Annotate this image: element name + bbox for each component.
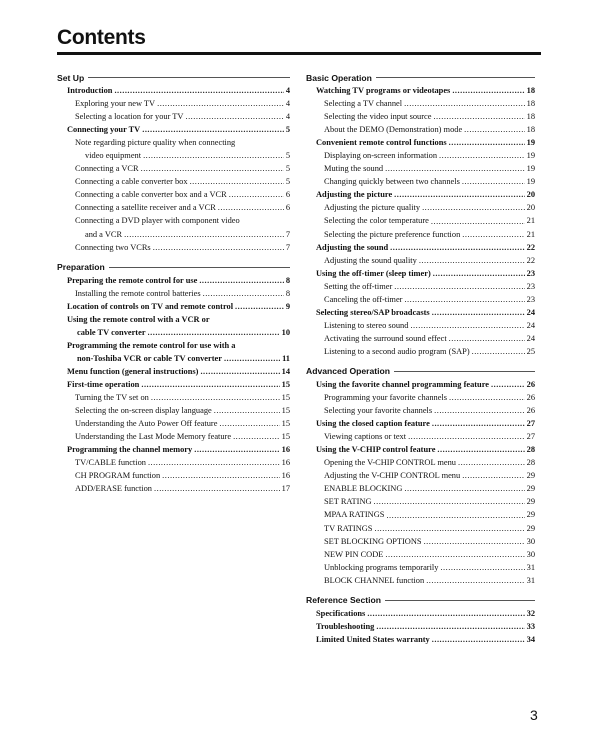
toc-entry[interactable] (306, 175, 535, 188)
dot-leader (376, 620, 524, 633)
dot-leader (432, 633, 525, 646)
toc-entry-title: CH PROGRAM function (75, 471, 161, 481)
toc-entry-title: NEW PIN CODE (324, 549, 384, 559)
dot-leader (153, 241, 284, 254)
section-rule (109, 267, 290, 268)
toc-entry-page: 15 (281, 379, 290, 389)
toc-entry-page: 5 (285, 151, 290, 161)
toc-entry-page: 7 (285, 242, 290, 252)
toc-entry[interactable] (306, 162, 535, 175)
dot-leader (452, 84, 524, 97)
toc-entry-title: Convenient remote control functions (316, 138, 447, 148)
toc-entry[interactable] (57, 469, 290, 482)
dot-leader (224, 352, 280, 365)
dot-leader (214, 404, 280, 417)
toc-entry[interactable] (306, 280, 535, 293)
toc-entry-title: video equipment (85, 151, 142, 161)
dot-leader (386, 509, 524, 522)
toc-entry-page: 20 (526, 190, 535, 200)
toc-entry[interactable] (57, 175, 290, 188)
toc-entry-page: 30 (526, 536, 535, 546)
toc-entry-page: 5 (285, 177, 290, 187)
section-heading (57, 71, 290, 84)
dot-leader (434, 404, 524, 417)
toc-entry-page: 29 (526, 497, 535, 507)
dot-leader (143, 149, 284, 162)
toc-entry[interactable] (57, 456, 290, 469)
toc-entry-page: 7 (285, 229, 290, 239)
dot-leader (385, 162, 525, 175)
dot-leader (433, 267, 525, 280)
toc-entry-page: 16 (281, 445, 290, 455)
toc-entry-page: 15 (281, 432, 290, 442)
toc-entry[interactable] (57, 241, 290, 254)
toc-entry-title: Connecting a satellite receiver and a VCR (75, 203, 216, 213)
toc-entry[interactable] (306, 267, 535, 280)
toc-entry[interactable] (306, 149, 535, 162)
toc-entry[interactable] (306, 522, 535, 535)
dot-leader (433, 110, 524, 123)
section-rule (376, 77, 535, 78)
section-heading-text: Advanced Operation (306, 366, 391, 377)
toc-entry-title: Adjusting the sound quality (324, 255, 417, 265)
toc-entry-title: Muting the sound (324, 164, 384, 174)
toc-entry-title: Setting the off-timer (324, 281, 393, 291)
toc-entry-page: 18 (526, 86, 535, 95)
toc-entry-title: Connecting a cable converter box and a VCR (75, 190, 227, 200)
toc-entry[interactable] (306, 241, 535, 254)
toc-entry-page: 15 (281, 406, 290, 416)
dot-leader (464, 123, 524, 136)
toc-entry[interactable] (57, 274, 290, 287)
toc-entry-title: Selecting the picture preference function (324, 229, 461, 239)
toc-entry-page: 33 (526, 621, 535, 631)
toc-entry[interactable] (57, 417, 290, 430)
section-rule (385, 600, 535, 601)
dot-leader (449, 332, 525, 345)
toc-entry-page: 27 (526, 419, 535, 429)
section-heading (306, 365, 535, 378)
dot-leader (142, 123, 284, 136)
toc-entry[interactable] (57, 123, 290, 136)
toc-entry[interactable] (306, 482, 535, 495)
toc-entry-title: Connecting a VCR (75, 164, 139, 174)
dot-leader (154, 482, 280, 495)
dot-leader (218, 201, 284, 214)
toc-entry-page: 8 (285, 275, 290, 285)
toc-entry-title: Adjusting the picture quality (324, 203, 421, 213)
dot-leader (440, 561, 524, 574)
toc-entry[interactable] (306, 495, 535, 508)
toc-entry-page: 8 (285, 288, 290, 298)
toc-entry[interactable] (57, 228, 290, 241)
toc-section (306, 71, 535, 358)
toc-entry-title: Selecting a location for your TV (75, 112, 184, 122)
toc-entry-page: 34 (526, 634, 535, 644)
dot-leader (185, 110, 283, 123)
toc-entry-title: Selecting stereo/SAP broadcasts (316, 307, 430, 317)
section-rule (394, 371, 535, 372)
dot-leader (424, 535, 525, 548)
dot-leader (200, 365, 279, 378)
dot-leader (199, 274, 283, 287)
toc-entry-page: 4 (285, 112, 290, 122)
dot-leader (422, 201, 525, 214)
toc-entry-title: Viewing captions or text (324, 432, 407, 442)
toc-entry-page: 18 (526, 112, 535, 122)
dot-leader (190, 175, 284, 188)
toc-entry-title: Using the favorite channel programming feature (316, 379, 489, 389)
dot-leader (410, 319, 524, 332)
toc-entry-page: 18 (526, 125, 535, 135)
toc-entry-page: 26 (526, 406, 535, 416)
toc-entry[interactable] (57, 162, 290, 175)
toc-entry-title: BLOCK CHANNEL function (324, 575, 425, 585)
dot-leader (141, 378, 279, 391)
toc-entry-title: Adjusting the V-CHIP CONTROL menu (324, 471, 461, 481)
toc-entry-title: Listening to a second audio program (SAP) (324, 346, 470, 356)
toc-entry[interactable] (57, 188, 290, 201)
toc-entry-title: First-time operation (67, 379, 140, 389)
toc-entry-page: 19 (526, 151, 535, 161)
toc-entry-title: Troubleshooting (316, 621, 375, 631)
title-rule (57, 52, 541, 55)
toc-entry-page: 27 (526, 432, 535, 442)
toc-entry[interactable] (57, 391, 290, 404)
toc-entry[interactable] (306, 123, 535, 136)
toc-entry-title: Limited United States warranty (316, 634, 430, 644)
toc-entry-title: Understanding the Last Mode Memory feature (75, 432, 232, 442)
toc-entry[interactable] (306, 469, 535, 482)
toc-entry-first-line: Connecting a DVD player with component video (75, 216, 240, 226)
dot-leader (404, 97, 525, 110)
toc-entry-page: 16 (281, 471, 290, 481)
dot-leader (157, 97, 284, 110)
toc-entry-title: Connecting a cable converter box (75, 177, 188, 187)
toc-entry-title: SET BLOCKING OPTIONS (324, 536, 422, 546)
dot-leader (390, 241, 524, 254)
toc-entry-title: Displaying on-screen information (324, 151, 438, 161)
dot-leader (449, 391, 525, 404)
toc-entry-page: 19 (526, 164, 535, 174)
toc-entry-first-line: Using the remote control with a VCR or (67, 314, 210, 324)
toc-entry-page: 4 (285, 86, 290, 95)
toc-entry-title: Listening to stereo sound (324, 320, 409, 330)
toc-entry-page: 17 (281, 484, 290, 494)
toc-entry-title: Selecting the on-screen display language (75, 406, 212, 416)
toc-entry-page: 24 (526, 320, 535, 330)
dot-leader (431, 215, 525, 228)
toc-entry[interactable] (57, 404, 290, 417)
dot-leader (472, 345, 525, 358)
dot-leader (385, 548, 524, 561)
dot-leader (367, 607, 524, 620)
toc-entry[interactable] (57, 97, 290, 110)
toc-entry-page: 29 (526, 484, 535, 494)
toc-entry-page: 18 (526, 99, 535, 109)
toc-entry-page: 9 (285, 301, 290, 311)
dot-leader (404, 482, 524, 495)
dot-leader (462, 228, 524, 241)
toc-entry-title: Adjusting the sound (316, 242, 389, 252)
dot-leader (419, 254, 525, 267)
toc-entry-page: 23 (526, 294, 535, 304)
dot-leader (194, 443, 279, 456)
toc-entry[interactable] (306, 293, 535, 306)
toc-entry-page: 15 (281, 419, 290, 429)
section-heading-text: Reference Section (306, 595, 381, 606)
dot-leader (462, 469, 524, 482)
dot-leader (449, 136, 525, 149)
toc-entry-title: Selecting a TV channel (324, 99, 403, 109)
toc-entry[interactable] (57, 110, 290, 123)
toc-entry-title: Programming your favorite channels (324, 393, 448, 403)
toc-entry[interactable] (306, 228, 535, 241)
toc-entry-title: Using the off-timer (sleep timer) (316, 268, 431, 278)
left-column (57, 71, 290, 502)
toc-entry-title: Opening the V-CHIP CONTROL menu (324, 458, 456, 468)
toc-entry[interactable] (306, 633, 535, 646)
toc-entry[interactable] (57, 443, 290, 456)
toc-entry[interactable] (57, 430, 290, 443)
toc-entry-page: 25 (526, 346, 535, 356)
toc-entry-page: 31 (526, 562, 535, 572)
toc-entry-page: 24 (526, 307, 535, 317)
toc-entry-page: 28 (526, 458, 535, 468)
toc-entry-title: Exploring your new TV (75, 99, 156, 109)
toc-entry-page: 4 (285, 99, 290, 109)
dot-leader (148, 456, 280, 469)
toc-entry[interactable] (306, 430, 535, 443)
toc-entry-page: 5 (285, 125, 290, 135)
toc-entry-page: 6 (285, 203, 290, 213)
toc-entry[interactable] (306, 443, 535, 456)
dot-leader (439, 149, 525, 162)
section-heading-text: Preparation (57, 262, 105, 273)
toc-entry[interactable] (57, 287, 290, 300)
toc-entry-title: Changing quickly between two channels (324, 177, 460, 187)
dot-leader (148, 326, 280, 339)
toc-entry-title: ADD/ERASE function (75, 484, 152, 494)
dot-leader (394, 280, 524, 293)
dot-leader (432, 306, 525, 319)
toc-entry-page: 31 (526, 575, 535, 585)
toc-entry-page: 10 (281, 327, 290, 337)
right-column (306, 71, 535, 653)
toc-entry[interactable] (306, 620, 535, 633)
section-heading (57, 261, 290, 274)
dot-leader (235, 300, 284, 313)
toc-entry-first-line: Note regarding picture quality when connecting (75, 138, 236, 148)
page-title: Contents (57, 26, 146, 49)
dot-leader (141, 162, 284, 175)
toc-entry-title: About the DEMO (Demonstration) mode (324, 125, 463, 135)
toc-entry-page: 20 (526, 203, 535, 213)
toc-entry-page: 26 (526, 379, 535, 389)
toc-entry-title: Menu function (general instructions) (67, 366, 199, 376)
toc-section (57, 71, 290, 254)
toc-entry-page: 19 (526, 138, 535, 148)
toc-entry[interactable] (57, 149, 290, 162)
toc-entry-title: Specifications (316, 608, 366, 618)
toc-entry[interactable] (57, 326, 290, 339)
toc-entry-page: 14 (281, 366, 290, 376)
toc-entry[interactable] (57, 300, 290, 313)
toc-entry-title: cable TV converter (77, 327, 146, 337)
dot-leader (219, 417, 279, 430)
toc-entry[interactable] (306, 561, 535, 574)
section-heading (306, 71, 535, 84)
toc-entry[interactable] (57, 365, 290, 378)
toc-entry-page: 29 (526, 523, 535, 533)
dot-leader (462, 175, 525, 188)
dot-leader (394, 188, 524, 201)
toc-entry-page: 32 (526, 608, 535, 618)
dot-leader (151, 391, 280, 404)
toc-entry-title: MPAA RATINGS (324, 510, 385, 520)
toc-entry[interactable] (306, 345, 535, 358)
toc-entry-title: Preparing the remote control for use (67, 275, 198, 285)
dot-leader (162, 469, 279, 482)
toc-entry-page: 21 (526, 229, 535, 239)
toc-entry-page: 28 (526, 445, 535, 455)
toc-entry[interactable] (306, 456, 535, 469)
toc-entry-title: and a VCR (85, 229, 123, 239)
dot-leader (374, 495, 525, 508)
toc-entry[interactable] (57, 482, 290, 495)
toc-entry-page: 26 (526, 393, 535, 403)
toc-entry-page: 15 (281, 393, 290, 403)
toc-entry[interactable] (306, 417, 535, 430)
toc-entry-title: Installing the remote control batteries (75, 288, 201, 298)
toc-entry-page: 19 (526, 177, 535, 187)
section-rule (88, 77, 290, 78)
toc-entry-title: Understanding the Auto Power Off feature (75, 419, 218, 429)
toc-entry[interactable] (306, 319, 535, 332)
toc-entry-page: 22 (526, 255, 535, 265)
toc-entry[interactable] (306, 391, 535, 404)
dot-leader (491, 378, 525, 391)
toc-entry[interactable] (306, 332, 535, 345)
toc-entry[interactable] (306, 188, 535, 201)
toc-entry-title: Canceling the off-timer (324, 294, 403, 304)
toc-entry-page: 30 (526, 549, 535, 559)
dot-leader (437, 443, 524, 456)
toc-entry[interactable] (57, 378, 290, 391)
dot-leader (114, 84, 283, 97)
toc-entry-title: Connecting your TV (67, 125, 141, 135)
toc-entry-title: Location of controls on TV and remote control (67, 301, 234, 311)
toc-entry-page: 21 (526, 216, 535, 226)
toc-entry-page: 11 (282, 353, 290, 363)
section-heading-text: Basic Operation (306, 72, 372, 83)
toc-entry[interactable] (306, 574, 535, 587)
dot-leader (229, 188, 284, 201)
toc-entry[interactable] (306, 254, 535, 267)
toc-entry[interactable] (306, 201, 535, 214)
toc-entry-title: SET RATING (324, 497, 372, 507)
toc-entry-title: Watching TV programs or videotapes (316, 86, 451, 95)
dot-leader (404, 293, 524, 306)
toc-entry-title: Adjusting the picture (316, 190, 393, 200)
toc-entry-page: 22 (526, 242, 535, 252)
toc-section (306, 594, 535, 646)
toc-entry-title: Selecting the video input source (324, 112, 432, 122)
toc-entry-page: 23 (526, 268, 535, 278)
toc-entry-title: ENABLE BLOCKING (324, 484, 403, 494)
toc-entry-title: Turning the TV set on (75, 393, 149, 403)
toc-entry[interactable] (306, 508, 535, 521)
toc-entry-page: 24 (526, 333, 535, 343)
toc-entry[interactable] (306, 84, 535, 97)
toc-entry-title: Unblocking programs temporarily (324, 562, 439, 572)
toc-entry-title: non-Toshiba VCR or cable TV converter (77, 353, 222, 363)
toc-entry-title: Activating the surround sound effect (324, 333, 447, 343)
toc-entry[interactable] (306, 110, 535, 123)
toc-entry-first-line: Programming the remote control for use with a (67, 340, 236, 350)
toc-entry-title: Selecting the color temperature (324, 216, 429, 226)
section-heading (306, 594, 535, 607)
toc-entry[interactable] (306, 306, 535, 319)
toc-entry-page: 16 (281, 458, 290, 468)
toc-entry[interactable] (306, 97, 535, 110)
dot-leader (233, 430, 280, 443)
toc-section (306, 365, 535, 587)
toc-entry[interactable] (57, 84, 290, 97)
dot-leader (203, 287, 284, 300)
toc-entry-title: TV/CABLE function (75, 458, 146, 468)
dot-leader (124, 228, 284, 241)
dot-leader (408, 430, 525, 443)
toc-entry-page: 5 (285, 164, 290, 174)
toc-entry[interactable] (306, 378, 535, 391)
toc-entry-title: Selecting your favorite channels (324, 406, 433, 416)
toc-entry-title: Programming the channel memory (67, 445, 193, 455)
toc-entry-page: 6 (285, 190, 290, 200)
dot-leader (458, 456, 525, 469)
toc-entry-title: Using the V-CHIP control feature (316, 445, 436, 455)
toc-entry-title: TV RATINGS (324, 523, 373, 533)
toc-entry[interactable] (306, 548, 535, 561)
toc-entry[interactable] (306, 535, 535, 548)
toc-section (57, 261, 290, 496)
dot-leader (426, 574, 524, 587)
toc-entry[interactable] (306, 404, 535, 417)
toc-entry[interactable] (306, 136, 535, 149)
toc-entry-title: Using the closed caption feature (316, 419, 430, 429)
toc-entry[interactable] (306, 607, 535, 620)
toc-entry-page: 23 (526, 281, 535, 291)
toc-entry-page: 29 (526, 510, 535, 520)
toc-entry[interactable] (306, 214, 535, 227)
toc-entry[interactable] (57, 352, 290, 365)
toc-entry-page: 29 (526, 471, 535, 481)
dot-leader (432, 417, 525, 430)
toc-entry[interactable] (57, 201, 290, 214)
section-heading-text: Set Up (57, 72, 85, 83)
toc-entry-title: Connecting two VCRs (75, 242, 151, 252)
page-number: 3 (530, 707, 538, 723)
dot-leader (374, 522, 524, 535)
toc-entry-title: Introduction (67, 86, 113, 95)
